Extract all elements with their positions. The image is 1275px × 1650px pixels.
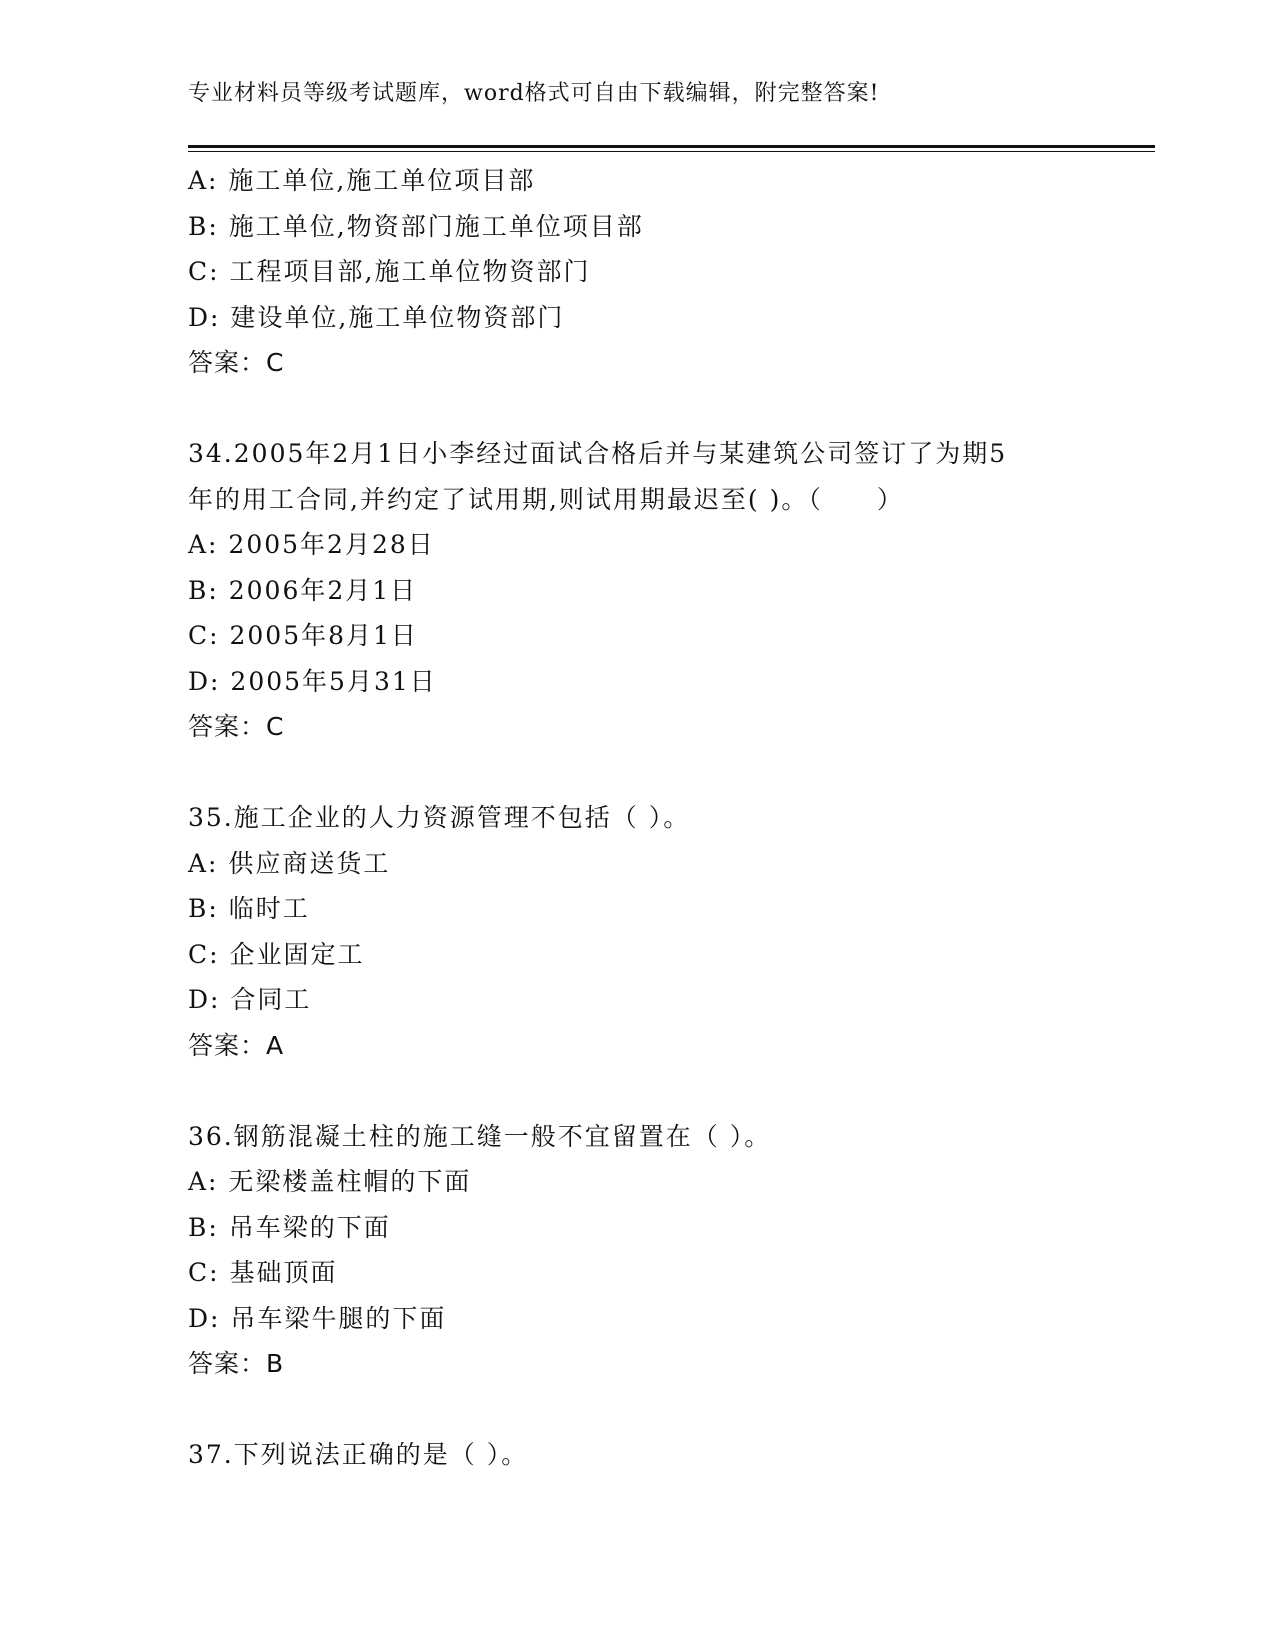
option-b: B: 2006年2月1日 <box>188 575 418 605</box>
header-rule-thin <box>188 151 1155 152</box>
question-stem: 37.下列说法正确的是（ ）。 <box>188 1440 529 1469</box>
option-b: B: 临时工 <box>188 894 310 923</box>
option-a: A: 供应商送货工 <box>188 848 391 878</box>
option-b: B: 吊车梁的下面 <box>188 1212 391 1242</box>
option-d: D: 2005年5月31日 <box>188 666 437 696</box>
option-c: C: 2005年8月1日 <box>188 621 418 650</box>
option-b: B: 施工单位,物资部门施工单位项目部 <box>188 211 644 241</box>
option-a: A: 2005年2月28日 <box>188 530 435 559</box>
question-stem: 34.2005年2月1日小李经过面试合格后并与某建筑公司签订了为期5 <box>188 439 1008 468</box>
question-35 <box>188 795 1128 1068</box>
question-37 <box>188 1432 1128 1478</box>
question-list <box>188 158 1128 1478</box>
question-36 <box>188 1114 1128 1387</box>
answer-line: 答案：C <box>188 348 285 377</box>
option-d: D: 合同工 <box>188 985 312 1014</box>
page-header: 专业材料员等级考试题库，word格式可自由下载编辑，附完整答案! <box>188 81 880 106</box>
answer-line: 答案：C <box>188 712 285 741</box>
option-d: D: 吊车梁牛腿的下面 <box>188 1303 447 1333</box>
answer-line: 答案：A <box>188 1030 285 1060</box>
spacer <box>188 386 1128 432</box>
question-stem: 36.钢筋混凝土柱的施工缝一般不宜留置在（ ）。 <box>188 1121 772 1151</box>
option-d: D: 建设单位,施工单位物资部门 <box>188 302 565 332</box>
option-c: C: 基础顶面 <box>188 1258 338 1287</box>
spacer <box>188 750 1128 796</box>
option-c: C: 企业固定工 <box>188 939 365 969</box>
question-stem: 35.施工企业的人力资源管理不包括（ ）。 <box>188 803 691 832</box>
question-34 <box>188 431 1128 750</box>
question-stem-continued: 年的用工合同,并约定了试用期,则试用期最迟至( )。（ ） <box>188 484 904 514</box>
answer-line: 答案：B <box>188 1349 285 1378</box>
question-33 <box>188 158 1128 386</box>
option-a: A: 无梁楼盖柱帽的下面 <box>188 1167 472 1196</box>
header-rule-thick <box>188 145 1155 148</box>
spacer <box>188 1068 1128 1114</box>
spacer <box>188 1387 1128 1433</box>
option-a: A: 施工单位,施工单位项目部 <box>188 166 536 195</box>
option-c: C: 工程项目部,施工单位物资部门 <box>188 257 591 286</box>
